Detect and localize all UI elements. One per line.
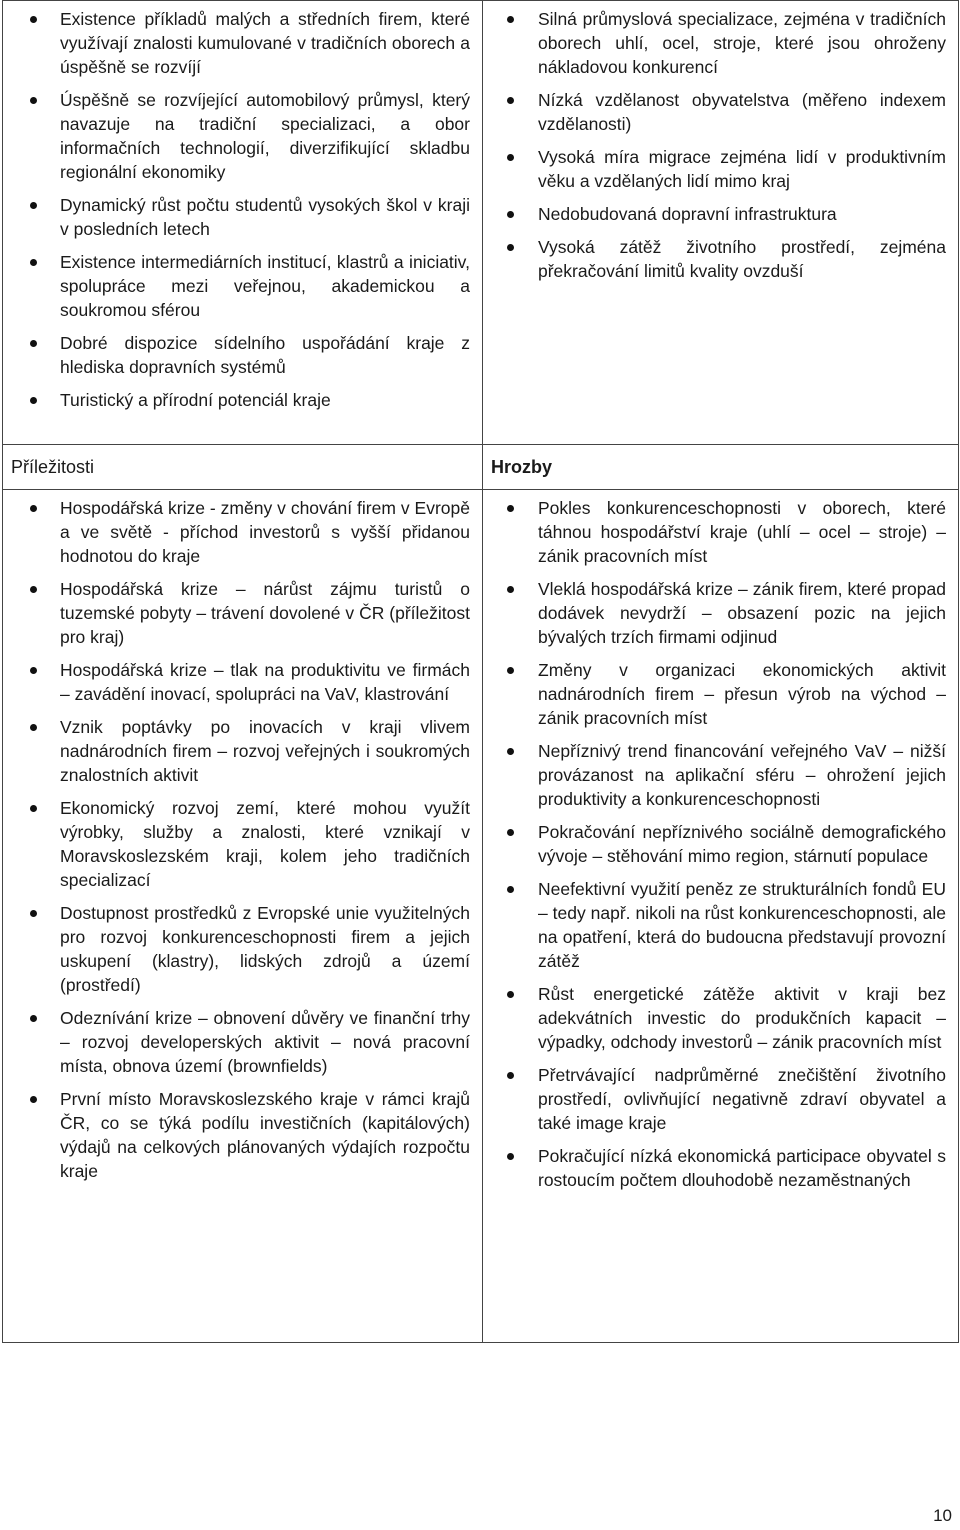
threats-header-cell — [483, 445, 959, 490]
opportunities-cell — [3, 490, 483, 1343]
list-item: Růst energetické zátěže aktivit v kraji bez adekvátních investic do produkčních kapacit – výpadky, odchody investorů – zánik pracovních míst — [483, 982, 946, 1054]
list-item: Existence příkladů malých a středních firem, které využívají znalosti kumulované v tradičních oborech a úspěšně se rozvíjí — [3, 7, 470, 79]
list-item: Ekonomický rozvoj zemí, které mohou využít výrobky, služby a znalosti, které vznikají v Moravskoslezském kraji, kolem jeho tradičních specializací — [3, 796, 470, 892]
list-item: Neefektivní využití peněz ze strukturálních fondů EU – tedy např. nikoli na růst konkurenceschopnosti, ale na opatření, která do budoucna představují provozní zátěž — [483, 877, 946, 973]
opportunities-heading: Příležitosti — [11, 457, 95, 477]
list-item: Existence intermediárních institucí, klastrů a iniciativ, spolupráce mezi veřejnou, akademickou a soukromou sférou — [3, 250, 470, 322]
list-item: Nedobudovaná dopravní infrastruktura — [483, 202, 946, 226]
threats-heading: Hrozby — [491, 457, 553, 477]
page-number: 10 — [933, 1506, 952, 1525]
list-item: Vysoká zátěž životního prostředí, zejména překračování limitů kvality ovzduší — [483, 235, 946, 283]
list-item: Nízká vzdělanost obyvatelstva (měřeno indexem vzdělanosti) — [483, 88, 946, 136]
list-item: Vleklá hospodářská krize – zánik firem, které propad dodávek nevydrží – obsazení pozic na jejich bývalých trzích firmami odjinud — [483, 577, 946, 649]
list-item: Hospodářská krize - změny v chování firem v Evropě a ve světě - příchod investorů s vyšší přidanou hodnotou do kraje — [3, 496, 470, 568]
list-item: Vysoká míra migrace zejména lidí v produktivním věku a vzdělaných lidí mimo kraj — [483, 145, 946, 193]
swot-table — [2, 0, 959, 1343]
list-item: Změny v organizaci ekonomických aktivit nadnárodních firem – přesun výrob na východ – zánik pracovních míst — [483, 658, 946, 730]
list-item: Odeznívání krize – obnovení důvěry ve finanční trhy – rozvoj developerských aktivit – nová pracovní místa, obnova území (brownfields) — [3, 1006, 470, 1078]
list-item: Dynamický růst počtu studentů vysokých škol v kraji v posledních letech — [3, 193, 470, 241]
list-item: Hospodářská krize – nárůst zájmu turistů o tuzemské pobyty – trávení dovolené v ČR (příležitost pro kraj) — [3, 577, 470, 649]
list-item: Dostupnost prostředků z Evropské unie využitelných pro rozvoj konkurenceschopnosti firem a jejich uskupení (klastry), lidských zdrojů a území (prostředí) — [3, 901, 470, 997]
weaknesses-list — [483, 1, 958, 302]
list-item: Pokračování nepříznivého sociálně demografického vývoje – stěhování mimo region, stárnutí populace — [483, 820, 946, 868]
list-item: První místo Moravskoslezského kraje v rámci krajů ČR, co se týká podílu investičních (kapitálových) výdajů na celkových plánovaných výdajích rozpočtu kraje — [3, 1087, 470, 1183]
strengths-list — [3, 1, 482, 431]
weaknesses-cell — [483, 1, 959, 445]
threats-cell — [483, 490, 959, 1343]
list-item: Turistický a přírodní potenciál kraje — [3, 388, 470, 412]
list-item: Pokles konkurenceschopnosti v oborech, které táhnou hospodářství kraje (uhlí – ocel – stroje) – zánik pracovních míst — [483, 496, 946, 568]
list-item: Přetrvávající nadprůměrné znečištění životního prostředí, ovlivňující negativně zdraví obyvatel a také image kraje — [483, 1063, 946, 1135]
list-item: Dobré dispozice sídelního uspořádání kraje z hlediska dopravních systémů — [3, 331, 470, 379]
list-item: Vznik poptávky po inovacích v kraji vlivem nadnárodních firem – rozvoj veřejných i soukromých znalostních aktivit — [3, 715, 470, 787]
list-item: Nepříznivý trend financování veřejného VaV – nižší provázanost na aplikační sféru – ohrožení jejich produktivity a konkurenceschopnosti — [483, 739, 946, 811]
threats-list — [483, 490, 958, 1211]
opportunities-header-cell — [3, 445, 483, 490]
list-item: Silná průmyslová specializace, zejména v tradičních oborech uhlí, ocel, stroje, které jsou ohroženy nákladovou konkurencí — [483, 7, 946, 79]
strengths-cell — [3, 1, 483, 445]
opportunities-list — [3, 490, 482, 1202]
list-item: Úspěšně se rozvíjející automobilový průmysl, který navazuje na tradiční specializaci, a obor informačních technologií, diverzifikující skladbu regionální ekonomiky — [3, 88, 470, 184]
list-item: Hospodářská krize – tlak na produktivitu ve firmách – zavádění inovací, spolupráci na VaV, klastrování — [3, 658, 470, 706]
list-item: Pokračující nízká ekonomická participace obyvatel s rostoucím počtem dlouhodobě nezaměstnaných — [483, 1144, 946, 1192]
